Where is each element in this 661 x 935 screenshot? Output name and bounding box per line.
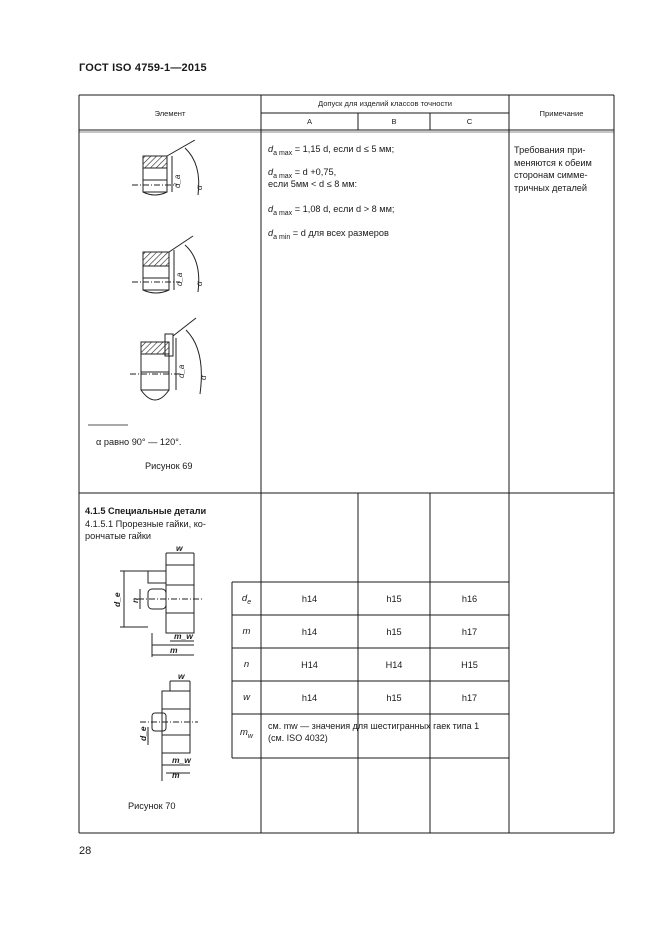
column-header-element: Элемент — [154, 109, 186, 118]
row-symbol-n: n — [243, 659, 250, 670]
page-number: 28 — [79, 845, 92, 857]
label-de-1: d_e — [112, 592, 122, 607]
cell-w-c: h17 — [461, 693, 478, 703]
page-header: ГОСТ ISO 4759-1—2015 — [79, 62, 207, 74]
cell-de-a: h14 — [301, 594, 318, 604]
formula-condition: если 5мм < d ≤ 8 мм: — [268, 179, 358, 189]
label-da-3: d_a — [177, 364, 186, 378]
figure-69-caption: Рисунок 69 — [145, 461, 193, 471]
label-w-2: w — [178, 671, 185, 681]
cell-w-b: h15 — [386, 693, 402, 703]
label-alpha-3: α — [199, 375, 208, 380]
row-mw-text-line1: см. mw — значения для шестигранных гаек типа 1 — [268, 721, 480, 731]
row-symbol-mw: $m_w$ — [240, 727, 253, 740]
formula-da-max-1: $d_{a max} = 1,15$ d, если d ≤ 5 мм; — [268, 144, 395, 157]
column-header-note: Примечание — [539, 109, 584, 118]
figure-70-caption: Рисунок 70 — [128, 801, 176, 811]
label-n-1: n — [130, 597, 140, 603]
label-de-2: d_e — [138, 726, 148, 741]
section-heading: 4.1.5 Специальные детали — [85, 506, 207, 516]
label-da-1: d_a — [173, 174, 182, 188]
label-da-2: d_a — [175, 272, 184, 286]
formula-da-min: $d_{a min} = d$ для всех размеров — [268, 228, 389, 241]
note-text: Требования при- меняются к обеим сторонам симме- тричных деталей — [514, 145, 592, 193]
column-header-class-c: C — [466, 117, 473, 126]
cell-m-c: h17 — [461, 627, 478, 637]
cell-n-c: H15 — [461, 660, 478, 670]
row-symbol-m: m — [242, 626, 251, 637]
cell-m-a: h14 — [301, 627, 318, 637]
figure-69-drawing — [110, 140, 220, 430]
column-header-class-b: B — [391, 117, 397, 126]
row-symbol-de: $d_e$ — [241, 593, 252, 606]
label-alpha-1: α — [195, 185, 204, 190]
label-alpha-2: α — [195, 281, 204, 286]
subsection-heading-line2: рончатые гайки — [85, 531, 152, 541]
cell-n-b: H14 — [385, 660, 403, 670]
column-header-tolerance: Допуск для изделий классов точности — [317, 99, 453, 108]
cell-m-b: h15 — [386, 627, 402, 637]
label-m-2: m — [172, 770, 180, 780]
formula-da-max-3: $d_{a max} = 1,08$ d, если d > 8 мм; — [268, 204, 395, 217]
figure-70-drawing — [100, 545, 230, 785]
cell-de-c: h16 — [461, 594, 478, 604]
footnote-alpha: α равно 90° — 120°. — [96, 437, 182, 447]
label-w-1: w — [176, 545, 183, 553]
cell-de-b: h15 — [386, 594, 402, 604]
label-mw-1: m_w — [174, 631, 193, 641]
row-mw-text-line2: (см. ISO 4032) — [268, 733, 328, 743]
label-mw-2: m_w — [172, 755, 191, 765]
label-m-1: m — [170, 645, 178, 655]
formula-da-max-2: $d_{a max} = d +0,75$, — [268, 167, 337, 180]
row-symbol-w: w — [243, 692, 250, 703]
column-header-class-a: A — [306, 117, 313, 126]
cell-w-a: h14 — [301, 693, 318, 703]
cell-n-a: H14 — [301, 660, 318, 670]
subsection-heading-line1: 4.1.5.1 Прорезные гайки, ко- — [85, 519, 206, 529]
